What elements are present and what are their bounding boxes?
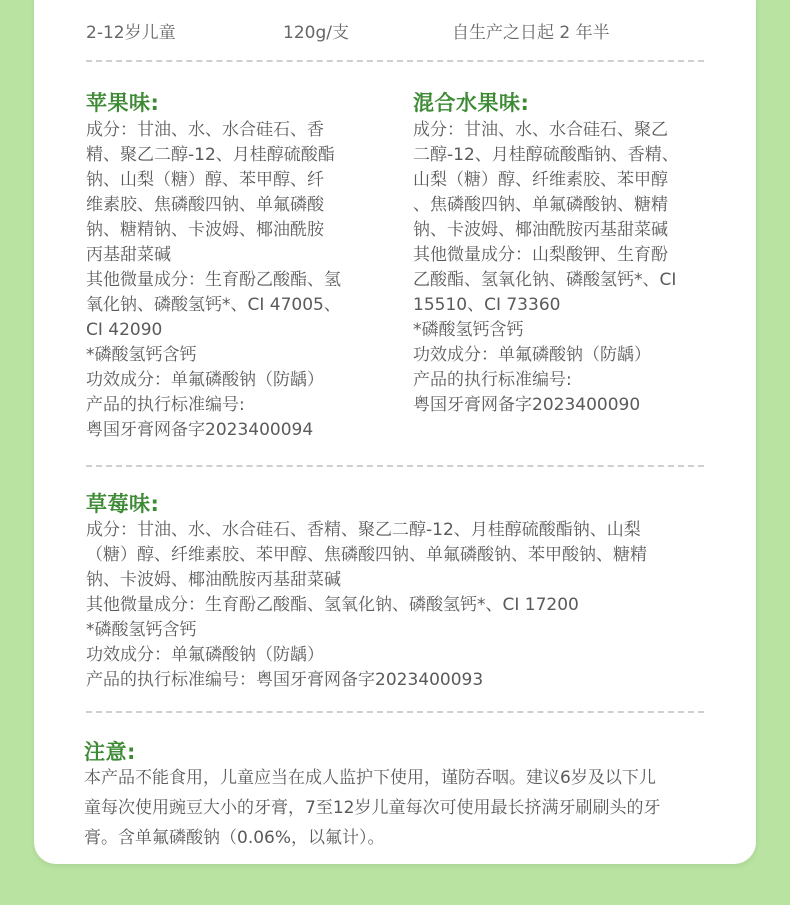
mixed-line: 产品的执行标准编号: (413, 370, 572, 390)
divider (86, 60, 704, 62)
mixed-line: *磷酸氢钙含钙 (413, 320, 524, 340)
mixed-line: 钠、卡波姆、椰油酰胺丙基甜菜碱 (413, 220, 668, 240)
mixed-line: 成分：甘油、水、水合硅石、聚乙 (413, 120, 668, 140)
mixed-line: 功效成分：单氟磷酸钠（防龋） (413, 345, 651, 365)
mixed-line: 二醇-12、月桂醇硫酸酯钠、香精、 (413, 145, 679, 165)
apple-line: 钠、山梨（糖）醇、苯甲醇、纤 (86, 170, 324, 190)
apple-line: 精、聚乙二醇-12、月桂醇硫酸酯 (86, 145, 335, 165)
apple-line: 氧化钠、磷酸氢钙*、CI 47005、 (86, 295, 341, 315)
divider (86, 711, 704, 713)
strawberry-title: 草莓味: (86, 492, 160, 516)
apple-line: 其他微量成分：生育酚乙酸酯、氢 (86, 270, 341, 290)
mixed-fruit-title: 混合水果味: (413, 91, 530, 115)
notice-line: 童每次使用豌豆大小的牙膏，7至12岁儿童每次可使用最长挤满牙刷刷头的牙 (84, 798, 661, 818)
apple-line: 丙基甜菜碱 (86, 245, 171, 265)
notice-line: 膏。含单氟磷酸钠（0.06%，以氟计）。 (84, 828, 385, 848)
strawberry-line: 功效成分：单氟磷酸钠（防龋） (86, 645, 324, 665)
apple-line: 维素胶、焦磷酸四钠、单氟磷酸 (86, 195, 324, 215)
strawberry-line: （糖）醇、纤维素胶、苯甲醇、焦磷酸四钠、单氟磷酸钠、苯甲酸钠、糖精 (86, 545, 647, 565)
notice-title: 注意: (84, 740, 136, 764)
mixed-line: 山梨（糖）醇、纤维素胶、苯甲醇 (413, 170, 668, 190)
strawberry-line: *磷酸氢钙含钙 (86, 620, 197, 640)
apple-line: 产品的执行标准编号: (86, 395, 245, 415)
notice-line: 本产品不能食用，儿童应当在成人监护下使用，谨防吞咽。建议6岁及以下儿 (84, 768, 656, 788)
apple-line: CI 42090 (86, 320, 163, 340)
strawberry-line: 产品的执行标准编号：粤国牙膏网备字2023400093 (86, 670, 484, 690)
shelf-life-label: 自生产之日起 2 年半 (452, 23, 610, 43)
mixed-line: 粤国牙膏网备字2023400090 (413, 395, 641, 415)
strawberry-line: 钠、卡波姆、椰油酰胺丙基甜菜碱 (86, 570, 341, 590)
mixed-line: 15510、CI 73360 (413, 295, 561, 315)
mixed-line: 其他微量成分：山梨酸钾、生育酚 (413, 245, 668, 265)
strawberry-line: 其他微量成分：生育酚乙酸酯、氢氧化钠、磷酸氢钙*、CI 17200 (86, 595, 579, 615)
strawberry-line: 成分：甘油、水、水合硅石、香精、聚乙二醇-12、月桂醇硫酸酯钠、山梨 (86, 520, 641, 540)
apple-line: 功效成分：单氟磷酸钠（防龋） (86, 370, 324, 390)
apple-title: 苹果味: (86, 91, 160, 115)
apple-line: *磷酸氢钙含钙 (86, 345, 197, 365)
apple-line: 成分：甘油、水、水合硅石、香 (86, 120, 324, 140)
age-label: 2-12岁儿童 (86, 23, 176, 43)
mixed-line: 乙酸酯、氢氧化钠、磷酸氢钙*、CI (413, 270, 677, 290)
apple-line: 钠、糖精钠、卡波姆、椰油酰胺 (86, 220, 324, 240)
mixed-line: 、焦磷酸四钠、单氟磷酸钠、糖精 (413, 195, 668, 215)
apple-line: 粤国牙膏网备字2023400094 (86, 420, 314, 440)
weight-label: 120g/支 (283, 23, 349, 43)
divider (86, 465, 704, 467)
